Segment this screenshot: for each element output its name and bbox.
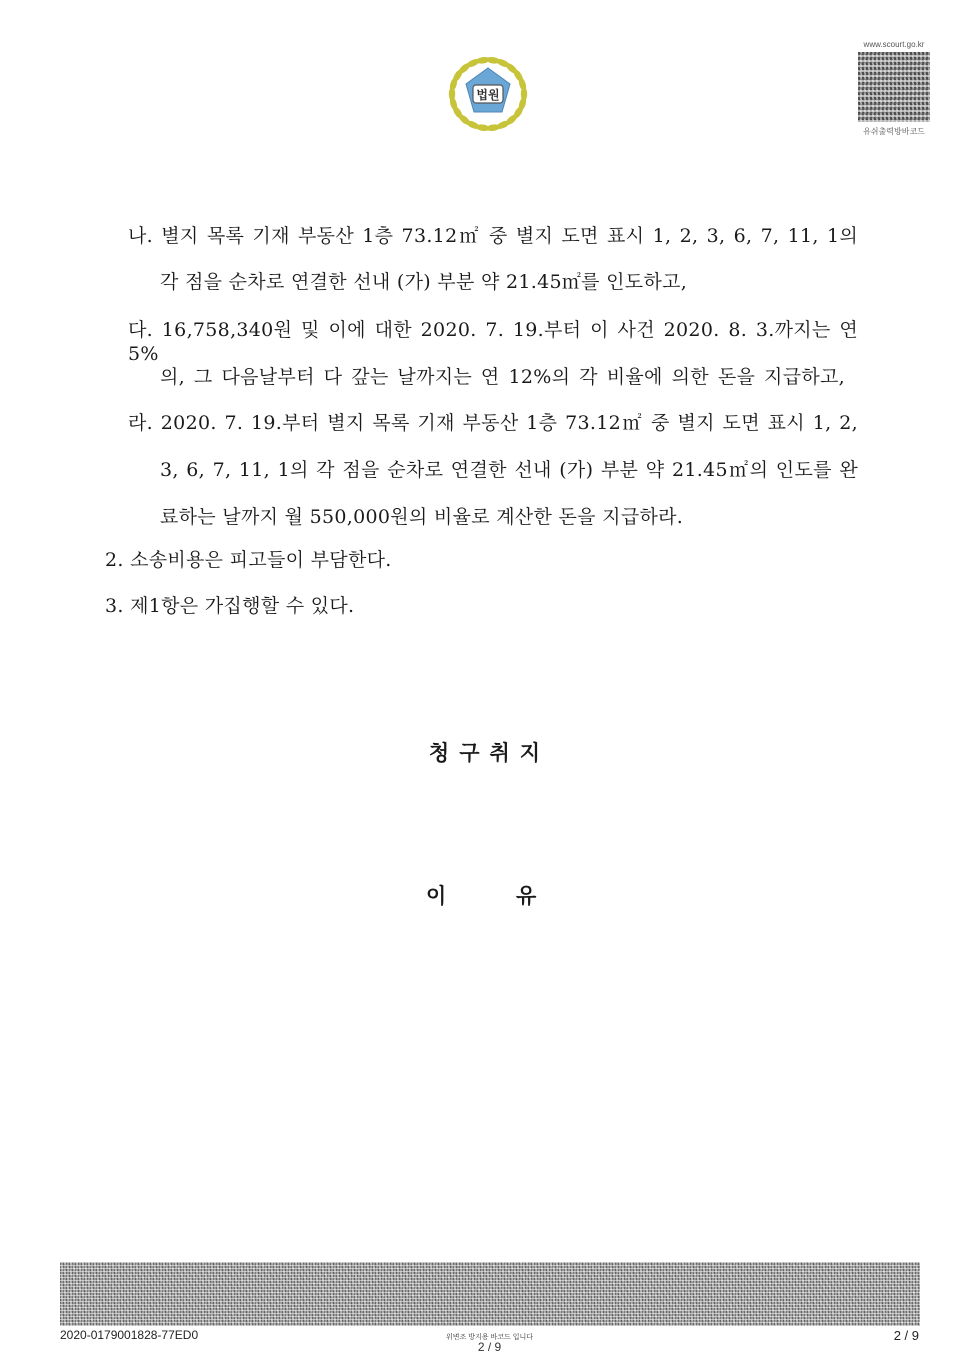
page-number: 2 / 9 (893, 1328, 919, 1343)
qr-url: www.scourt.go.kr (863, 40, 925, 49)
item-na-line-2: 각 점을 순차로 연결한 선내 (가) 부분 약 21.45㎡를 인도하고, (160, 271, 688, 293)
item-3: 3. 제1항은 가집행할 수 있다. (105, 595, 355, 617)
barcode-notice: 위변조 방지용 바코드 입니다 (446, 1334, 533, 1341)
item-ra-line-2: 3, 6, 7, 11, 1의 각 점을 순차로 연결한 선내 (가) 부분 약 21.45㎡의 인도를 완 (160, 459, 858, 481)
reason-heading-char-2: 유 (516, 884, 537, 908)
center-page-number: 2 / 9 (477, 1340, 502, 1354)
qr-caption: 유쉬출력방바코드 (863, 127, 925, 136)
item-na-line-1: 나. 별지 목록 기재 부동산 1층 73.12㎡ 중 별지 도면 표시 1, 2, 3, 6, 7, 11, 1의 (128, 225, 858, 247)
item-ra-line-1: 라. 2020. 7. 19.부터 별지 목록 기재 부동산 1층 73.12㎡ 중 별지 도면 표시 1, 2, (128, 412, 858, 434)
anti-forgery-barcode (60, 1262, 920, 1326)
item-2: 2. 소송비용은 피고들이 부담한다. (105, 549, 392, 571)
claim-heading: 청구취지 (428, 741, 551, 765)
reason-heading-char-1: 이 (426, 884, 447, 908)
document-code: 2020-0179001828-77ED0 (60, 1328, 199, 1342)
item-da-line-2: 의, 그 다음날부터 다 갚는 날까지는 연 12%의 각 비율에 의한 돈을 지급하고, (160, 366, 845, 388)
court-emblem-icon (440, 48, 536, 140)
qr-code (858, 52, 930, 122)
emblem-label: 법원 (476, 88, 500, 102)
item-da-line-1: 다. 16,758,340원 및 이에 대한 2020. 7. 19.부터 이 사건 2020. 8. 3.까지는 연 5% (128, 319, 858, 365)
item-ra-line-3: 료하는 날까지 월 550,000원의 비율로 계산한 돈을 지급하라. (160, 506, 684, 528)
